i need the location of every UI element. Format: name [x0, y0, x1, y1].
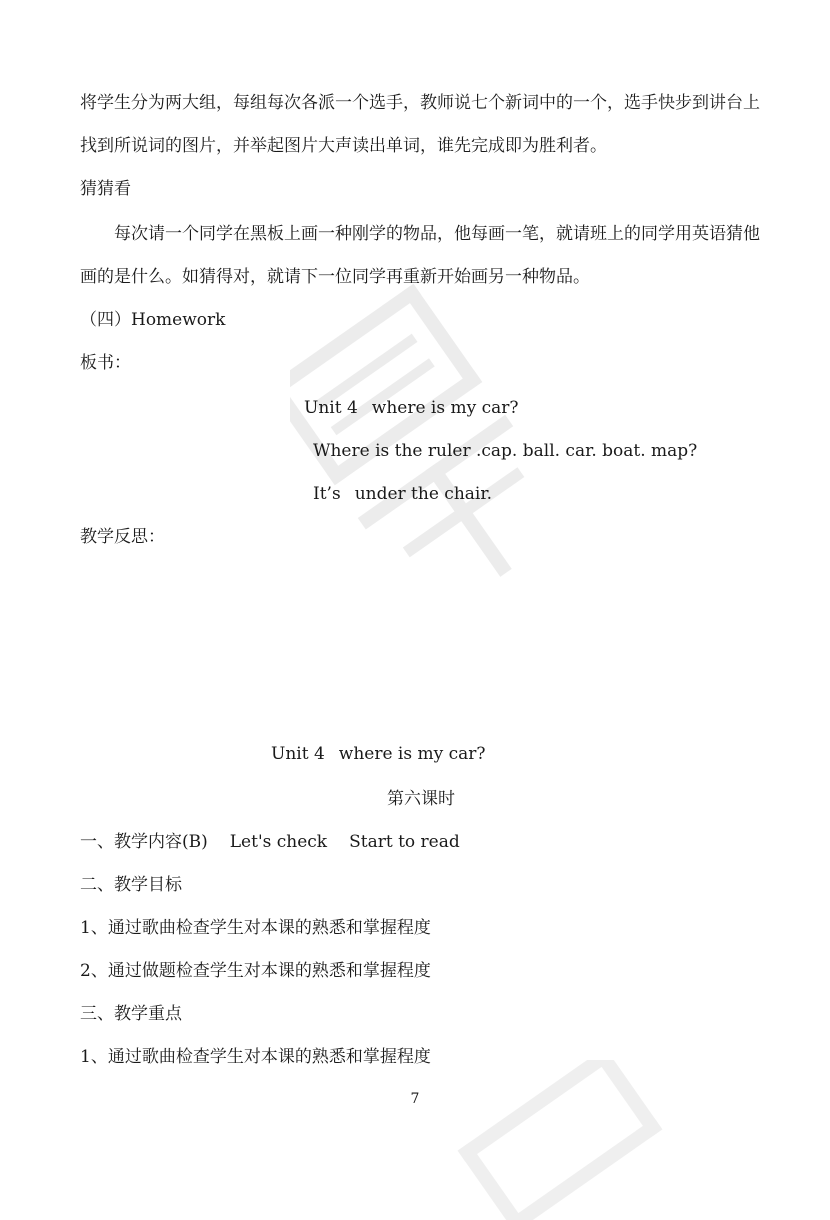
board-where-line: Where is the ruler .cap. ball. car. boat. map?: [313, 441, 698, 461]
lesson-unit-line: [271, 742, 486, 766]
game-title: 猜猜看: [80, 179, 131, 199]
paragraph-1-line-2: 找到所说词的图片，并举起图片大声读出单词，谁先完成即为胜利者。: [80, 136, 607, 156]
section-1-start-to-read: Start to read: [349, 832, 460, 852]
lesson-period: 第六课时: [387, 789, 455, 809]
board-unit-number: Unit 4: [304, 398, 358, 418]
section-1-lets-check: Let's check: [229, 832, 328, 852]
paragraph-2-line-1: 每次请一个同学在黑板上画一种刚学的物品，他每画一笔，就请班上的同学用英语猜他: [114, 224, 760, 244]
board-its-line: [313, 482, 492, 506]
key-point-1: 1、通过歌曲检查学生对本课的熟悉和掌握程度: [80, 1047, 431, 1067]
section-2-heading: 二、教学目标: [80, 875, 182, 895]
section-1-line: [80, 830, 460, 854]
board-under-chair: under the chair.: [354, 484, 493, 504]
board-unit-line: [304, 396, 519, 420]
board-heading: 板书：: [80, 353, 131, 373]
paragraph-1-line-1: 将学生分为两大组，每组每次各派一个选手，教师说七个新词中的一个，选手快步到讲台上: [80, 93, 760, 113]
lesson-unit-title: where is my car?: [338, 744, 486, 764]
objective-1: 1、通过歌曲检查学生对本课的熟悉和掌握程度: [80, 918, 431, 938]
reflection-heading: 教学反思：: [80, 527, 165, 547]
section-1-heading: 一、教学内容(B): [80, 832, 208, 852]
objective-2: 2、通过做题检查学生对本课的熟悉和掌握程度: [80, 961, 431, 981]
watermark-logo-bottom: [430, 1060, 690, 1220]
homework-heading: （四）Homework: [80, 310, 226, 330]
board-unit-title: where is my car?: [371, 398, 519, 418]
paragraph-2-line-2: 画的是什么。如猜得对，就请下一位同学再重新开始画另一种物品。: [80, 267, 590, 287]
section-3-heading: 三、教学重点: [80, 1004, 182, 1024]
board-its: It’s: [313, 484, 341, 504]
page-number: 7: [410, 1091, 420, 1107]
lesson-unit-number: Unit 4: [271, 744, 325, 764]
